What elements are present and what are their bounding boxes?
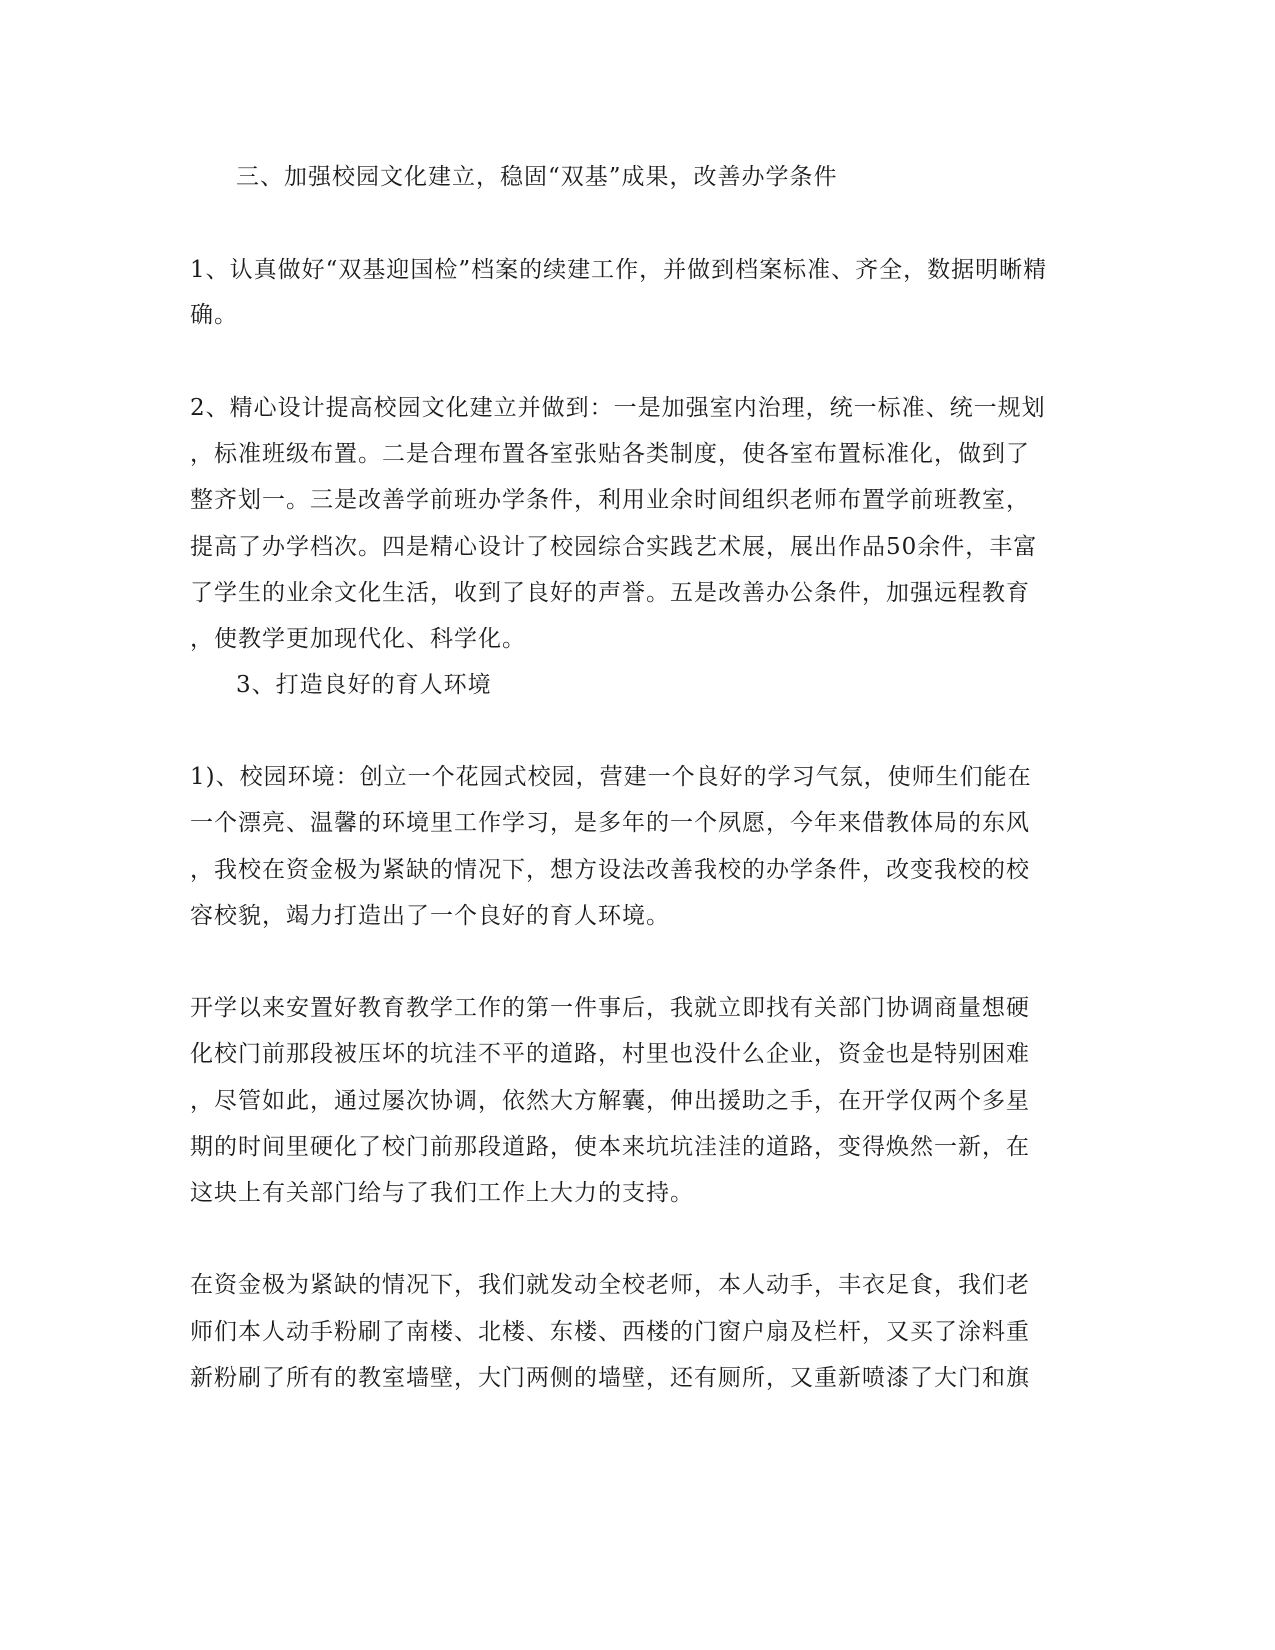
paragraph-line: 期的时间里硬化了校门前那段道路，使本来坑坑洼洼的道路，变得焕然一新，在 xyxy=(190,1134,1030,1160)
paragraph-line: 提高了办学档次。四是精心设计了校园综合实践艺术展，展出作品50余件，丰富 xyxy=(190,534,1038,560)
paragraph-line: ，尽管如此，通过屡次协调，依然大方解囊，伸出援助之手，在开学仅两个多星 xyxy=(190,1088,1030,1114)
paragraph-line: 开学以来安置好教育教学工作的第一件事后，我就立即找有关部门协调商量想硬 xyxy=(190,995,1030,1021)
paragraph-line: 一个漂亮、温馨的环境里工作学习，是多年的一个夙愿，今年来借教体局的东风 xyxy=(190,810,1030,836)
paragraph-line: 新粉刷了所有的教室墙壁，大门两侧的墙壁，还有厕所，又重新喷漆了大门和旗 xyxy=(190,1365,1030,1391)
paragraph-line: 化校门前那段被压坏的坑洼不平的道路，村里也没什么企业，资金也是特别困难 xyxy=(190,1041,1030,1067)
subsection-heading: 3、打造良好的育人环境 xyxy=(236,672,492,698)
paragraph-line: 这块上有关部门给与了我们工作上大力的支持。 xyxy=(190,1180,694,1206)
paragraph-line: 师们本人动手粉刷了南楼、北楼、东楼、西楼的门窗户扇及栏杆，又买了涂料重 xyxy=(190,1319,1030,1345)
paragraph-line: ，使教学更加现代化、科学化。 xyxy=(190,626,526,652)
paragraph-line: ，标准班级布置。二是合理布置各室张贴各类制度，使各室布置标准化，做到了 xyxy=(190,441,1030,467)
section-heading: 三、加强校园文化建立，稳固“双基”成果，改善办学条件 xyxy=(236,164,838,190)
paragraph-line: 容校貌，竭力打造出了一个良好的育人环境。 xyxy=(190,903,670,929)
paragraph-line: 在资金极为紧缺的情况下，我们就发动全校老师，本人动手，丰衣足食，我们老 xyxy=(190,1272,1030,1298)
paragraph-line: 整齐划一。三是改善学前班办学条件，利用业余时间组织老师布置学前班教室， xyxy=(190,487,1030,513)
paragraph-line: ，我校在资金极为紧缺的情况下，想方设法改善我校的办学条件，改变我校的校 xyxy=(190,857,1030,883)
paragraph-line: 2、精心设计提高校园文化建立并做到：一是加强室内治理，统一标准、统一规划 xyxy=(190,395,1046,421)
paragraph-line: 1)、校园环境：创立一个花园式校园，营建一个良好的学习气氛，使师生们能在 xyxy=(190,764,1032,790)
paragraph-line: 确。 xyxy=(190,302,238,328)
paragraph-line: 了学生的业余文化生活，收到了良好的声誉。五是改善办公条件，加强远程教育 xyxy=(190,580,1030,606)
paragraph-line: 1、认真做好“双基迎国检”档案的续建工作，并做到档案标准、齐全，数据明晰精 xyxy=(190,257,1048,283)
